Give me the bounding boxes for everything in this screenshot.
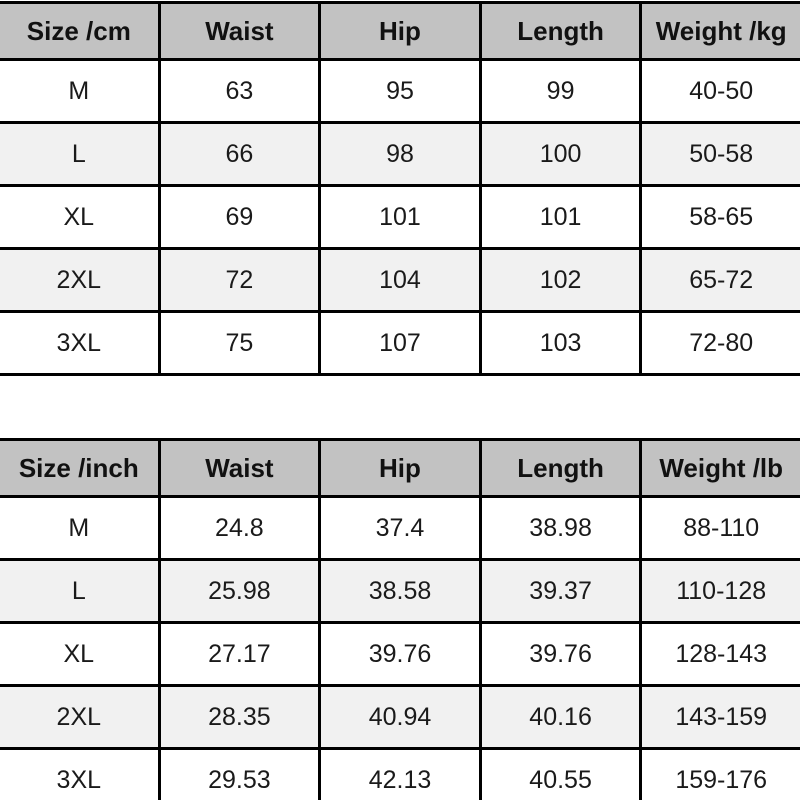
table-row [0,749,800,800]
table-row [0,186,800,249]
measurement-cell: 101 [480,186,641,249]
table-gap [0,376,800,438]
size-label-cell: L [0,123,159,186]
measurement-cell: 39.37 [480,560,641,623]
measurement-cell: 40-50 [641,60,800,123]
measurement-cell: 63 [159,60,320,123]
measurement-cell: 98 [320,123,481,186]
measurement-cell: 50-58 [641,123,800,186]
measurement-cell: 25.98 [159,560,320,623]
size-label-cell: XL [0,623,159,686]
size-label-cell: 2XL [0,686,159,749]
measurement-cell: 29.53 [159,749,320,800]
measurement-cell: 38.98 [480,497,641,560]
header-row [0,440,800,497]
measurement-cell: 100 [480,123,641,186]
measurement-cell: 110-128 [641,560,800,623]
table-row [0,560,800,623]
size-label-cell: 2XL [0,249,159,312]
measurement-cell: 72-80 [641,312,800,375]
table-row [0,686,800,749]
measurement-cell: 40.94 [320,686,481,749]
size-label-cell: XL [0,186,159,249]
measurement-cell: 69 [159,186,320,249]
measurement-cell: 40.55 [480,749,641,800]
measurement-cell: 99 [480,60,641,123]
measurement-cell: 39.76 [320,623,481,686]
measurement-cell: 103 [480,312,641,375]
column-header: Hip [320,3,481,60]
column-header: Size /inch [0,440,159,497]
measurement-cell: 143-159 [641,686,800,749]
size-table-inch [0,438,800,800]
size-table-cm [0,1,800,376]
measurement-cell: 40.16 [480,686,641,749]
measurement-cell: 104 [320,249,481,312]
measurement-cell: 65-72 [641,249,800,312]
table-row [0,623,800,686]
measurement-cell: 24.8 [159,497,320,560]
table-row [0,60,800,123]
table-row [0,123,800,186]
size-label-cell: M [0,60,159,123]
size-label-cell: M [0,497,159,560]
table-row [0,312,800,375]
table-row [0,249,800,312]
measurement-cell: 58-65 [641,186,800,249]
measurement-cell: 37.4 [320,497,481,560]
size-label-cell: L [0,560,159,623]
column-header: Weight /kg [641,3,800,60]
measurement-cell: 28.35 [159,686,320,749]
column-header: Waist [159,440,320,497]
measurement-cell: 75 [159,312,320,375]
measurement-cell: 66 [159,123,320,186]
size-label-cell: 3XL [0,312,159,375]
measurement-cell: 101 [320,186,481,249]
measurement-cell: 128-143 [641,623,800,686]
measurement-cell: 39.76 [480,623,641,686]
measurement-cell: 88-110 [641,497,800,560]
column-header: Size /cm [0,3,159,60]
size-label-cell: 3XL [0,749,159,800]
table-row [0,497,800,560]
measurement-cell: 95 [320,60,481,123]
column-header: Waist [159,3,320,60]
measurement-cell: 42.13 [320,749,481,800]
measurement-cell: 38.58 [320,560,481,623]
column-header: Length [480,3,641,60]
measurement-cell: 159-176 [641,749,800,800]
column-header: Hip [320,440,481,497]
measurement-cell: 107 [320,312,481,375]
column-header: Weight /lb [641,440,800,497]
header-row [0,3,800,60]
measurement-cell: 27.17 [159,623,320,686]
measurement-cell: 72 [159,249,320,312]
column-header: Length [480,440,641,497]
measurement-cell: 102 [480,249,641,312]
